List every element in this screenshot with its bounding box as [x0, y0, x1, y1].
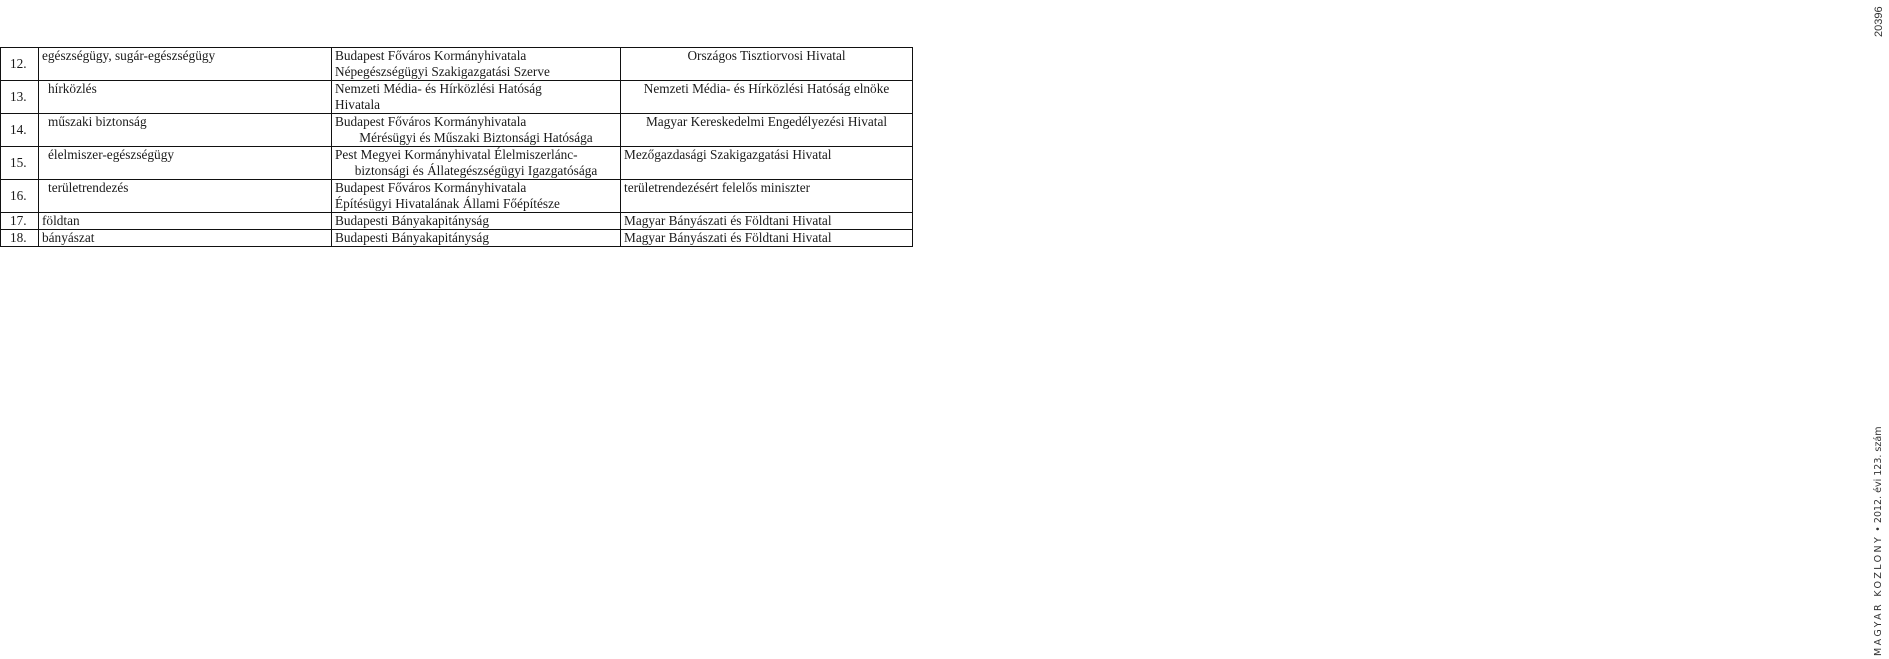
table-row	[1, 147, 913, 180]
second-instance-cell	[621, 114, 913, 147]
authority-line: biztonsági és Állategészségügyi Igazgatósága	[354, 163, 598, 178]
authority-line: Népegészségügyi Szakigazgatási Szerve	[335, 64, 550, 79]
row-number: 18.	[1, 230, 39, 247]
journal-title: MAGYAR KÖZLÖNY	[1873, 534, 1884, 656]
authority-line: Budapest Főváros Kormányhivatala	[335, 48, 527, 63]
second-instance-text: Magyar Bányászati és Földtani Hivatal	[624, 213, 832, 228]
authority-table	[0, 47, 913, 247]
field-text: egészségügy, sugár-egészségügy	[42, 48, 216, 63]
journal-separator: •	[1873, 526, 1884, 532]
table-row	[1, 213, 913, 230]
field-cell	[39, 114, 332, 147]
field-cell	[39, 48, 332, 81]
authority-line: Nemzeti Média- és Hírközlési Hatóság	[335, 81, 542, 96]
second-instance-cell	[621, 48, 913, 81]
row-number: 12.	[1, 48, 39, 81]
authority-line: Mérésügyi és Műszaki Biztonsági Hatósága	[359, 130, 593, 145]
field-cell	[39, 147, 332, 180]
authority-line: Építésügyi Hivatalának Állami Főépítésze	[335, 196, 560, 211]
second-instance-cell	[621, 213, 913, 230]
second-instance-text: Magyar Kereskedelmi Engedélyezési Hivatal	[645, 114, 888, 129]
table-row	[1, 48, 913, 81]
authority-line: Budapesti Bányakapitányság	[335, 230, 489, 245]
field-cell	[39, 213, 332, 230]
authority-cell	[332, 147, 621, 180]
authority-cell	[332, 81, 621, 114]
second-instance-cell	[621, 147, 913, 180]
field-text: hírközlés	[48, 81, 97, 96]
authority-cell	[332, 180, 621, 213]
journal-running-footer	[1873, 426, 1889, 656]
field-cell	[39, 180, 332, 213]
field-text: műszaki biztonság	[48, 114, 147, 129]
row-number: 14.	[1, 114, 39, 147]
authority-cell	[332, 213, 621, 230]
field-cell	[39, 230, 332, 247]
authority-line: Budapesti Bányakapitányság	[335, 213, 489, 228]
second-instance-text: Magyar Bányászati és Földtani Hivatal	[624, 230, 832, 245]
field-text: területrendezés	[48, 180, 129, 195]
authority-line: Hivatala	[335, 97, 381, 112]
authority-line: Budapest Főváros Kormányhivatala	[335, 180, 527, 195]
second-instance-cell	[621, 230, 913, 247]
table-row	[1, 180, 913, 213]
authority-line: Pest Megyei Kormányhivatal Élelmiszerlánc-	[335, 147, 578, 162]
second-instance-cell	[621, 81, 913, 114]
table-row	[1, 114, 913, 147]
row-number: 13.	[1, 81, 39, 114]
row-number: 15.	[1, 147, 39, 180]
second-instance-text: Országos Tisztiorvosi Hivatal	[687, 48, 846, 63]
field-text: bányászat	[42, 230, 95, 245]
second-instance-text: Mezőgazdasági Szakigazgatási Hivatal	[624, 147, 832, 162]
field-text: élelmiszer-egészségügy	[48, 147, 174, 162]
second-instance-cell	[621, 180, 913, 213]
page-number: 20396	[1873, 6, 1885, 38]
authority-cell	[332, 114, 621, 147]
second-instance-text: területrendezésért felelős miniszter	[624, 180, 811, 195]
table-row	[1, 230, 913, 247]
row-number: 17.	[1, 213, 39, 230]
journal-issue: 2012. évi 123. szám	[1873, 426, 1884, 524]
authority-cell	[332, 48, 621, 81]
second-instance-text: Nemzeti Média- és Hírközlési Hatóság elnöke	[643, 81, 890, 96]
authority-cell	[332, 230, 621, 247]
field-text: földtan	[42, 213, 80, 228]
row-number: 16.	[1, 180, 39, 213]
field-cell	[39, 81, 332, 114]
page-margin	[934, 0, 1885, 659]
authority-line: Budapest Főváros Kormányhivatala	[335, 114, 527, 129]
table-row	[1, 81, 913, 114]
